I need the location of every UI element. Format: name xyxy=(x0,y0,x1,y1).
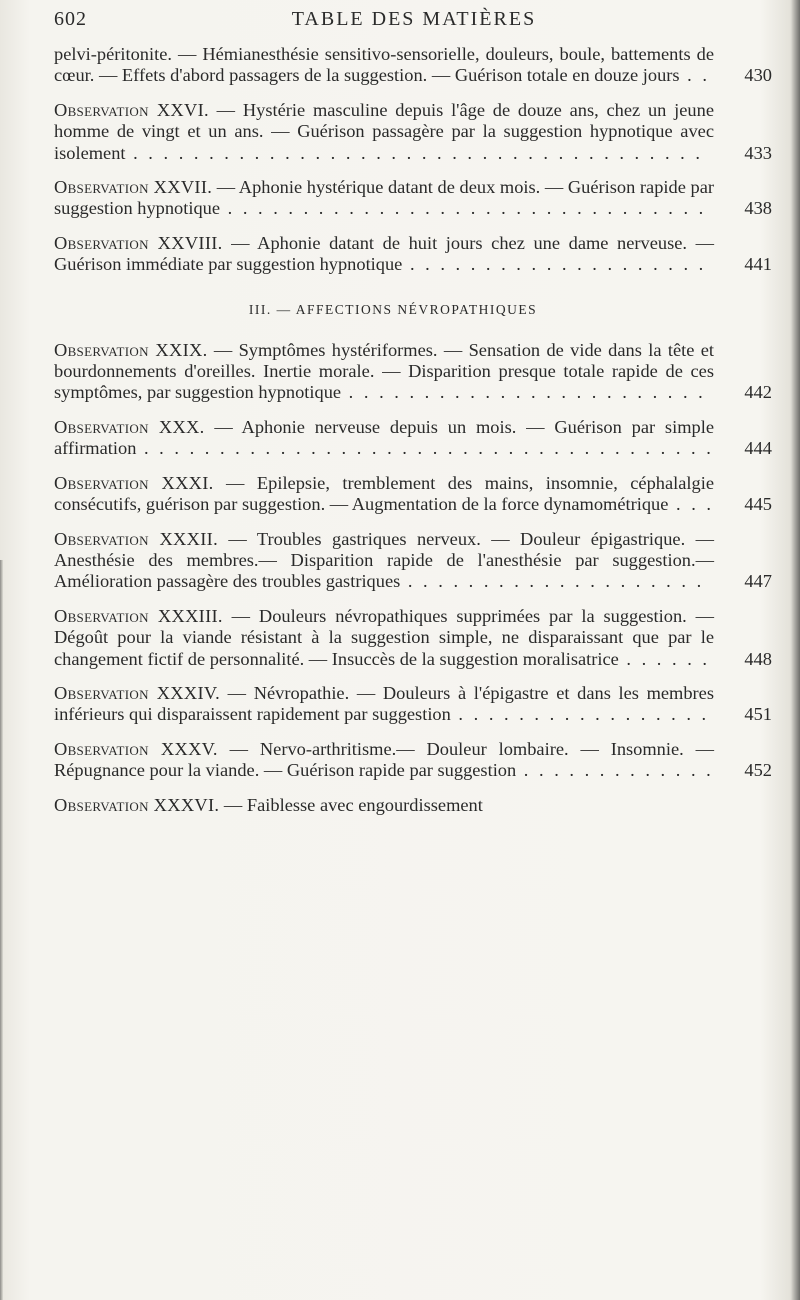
entry-text: — Aphonie nerveuse depuis un mois. — Guérison par simple affirmation xyxy=(54,416,714,459)
entry-body xyxy=(54,606,714,670)
entries-top xyxy=(54,44,772,276)
dot-leader: . . . . . . . . . . . . . . . . . . . . . . . . . . . . . . . . . . . . . . xyxy=(125,142,703,163)
table-of-contents xyxy=(54,44,772,816)
entry-text: — Faiblesse avec engourdissement xyxy=(219,794,483,815)
toc-entry xyxy=(54,529,772,593)
entry-text: — Epilepsie, tremblement des mains, insomnie, céphalalgie consécutifs, guérison par suggestion. — Augmentation de la force dynamométrique xyxy=(54,472,714,515)
entry-body xyxy=(54,473,714,516)
dot-leader: . . . . . . . . . . . . . xyxy=(516,760,714,781)
dot-leader: . . . . . . . . . . . . . . . . . . . . . . . . xyxy=(341,382,706,403)
section-heading: III. — AFFECTIONS NÉVROPATHIQUES xyxy=(248,301,538,317)
page-reference: 442 xyxy=(744,382,772,403)
toc-entry-partial xyxy=(54,795,772,816)
toc-entry xyxy=(54,340,772,404)
page-reference: 441 xyxy=(744,254,772,275)
page-reference: 448 xyxy=(744,648,772,669)
entries-bottom xyxy=(54,340,772,782)
page-reference: 433 xyxy=(744,142,772,163)
entry-body xyxy=(54,417,714,460)
observation-label: Observation XXVII. xyxy=(54,177,213,198)
dot-leader: . . . . . . . . . . . . . . . . . . . . xyxy=(400,571,705,592)
observation-label: Observation XXVIII. xyxy=(54,232,223,253)
observation-label: Observation XXXVI. xyxy=(54,794,220,815)
entry-text: — Aphonie hystérique datant de deux mois. — Guérison rapide par suggestion hypnotique xyxy=(54,177,714,219)
entry-text: — Aphonie datant de huit jours chez une dame nerveuse. — Guérison immédiate par suggestion hypnotique xyxy=(54,232,714,275)
dot-leader: . . . . . . . . . . . . . . . . . . . . xyxy=(402,254,707,275)
entry-body xyxy=(54,177,714,220)
entry-text: — Hystérie masculine depuis l'âge de douze ans, chez un jeune homme de vingt et un ans. — Guérison passagère par la suggestion hypnotique avec isolement xyxy=(54,99,714,163)
dot-leader: . . xyxy=(679,65,710,86)
toc-entry xyxy=(54,100,772,164)
toc-entry xyxy=(54,683,772,726)
dot-leader: . . . . . . xyxy=(618,648,710,669)
page-edge-left xyxy=(0,560,3,1300)
page-reference: 452 xyxy=(744,760,772,781)
observation-label: Observation XXXI. xyxy=(54,472,214,493)
page-reference: 444 xyxy=(744,438,772,459)
running-title: TABLE DES MATIÈRES xyxy=(291,8,537,30)
observation-label: Observation XXXIII. xyxy=(54,605,223,626)
observation-label: Observation XXX. xyxy=(54,416,205,437)
observation-label: Observation XXXII. xyxy=(54,528,218,549)
page-reference: 447 xyxy=(744,571,772,592)
entry-body xyxy=(54,233,714,276)
toc-entry xyxy=(54,44,772,87)
toc-entry xyxy=(54,739,772,782)
dot-leader: . . . . . . . . . . . . . . . . . xyxy=(450,704,710,725)
page-reference: 438 xyxy=(744,198,772,219)
observation-label: Observation XXVI. xyxy=(54,99,209,120)
dot-leader: . . . . . . . . . . . . . . . . . . . . . . . . . . . . . . . . . . . . . . xyxy=(136,438,714,459)
observation-label: Observation XXXIV. xyxy=(54,682,220,703)
page-reference: 451 xyxy=(744,704,772,725)
entry-body xyxy=(54,100,714,164)
toc-entry xyxy=(54,417,772,460)
entry-body xyxy=(54,340,714,404)
toc-entry xyxy=(54,473,772,516)
page-reference: 445 xyxy=(744,494,772,515)
entry-text: — Nervo-arthritisme.— Douleur lombaire. — Insomnie. — Répugnance pour la viande. — Guérison rapide par suggestion xyxy=(54,738,714,781)
toc-entry xyxy=(54,177,772,220)
toc-entry xyxy=(54,606,772,670)
toc-entry xyxy=(54,233,772,276)
entry-body xyxy=(54,44,714,87)
entry-text: — Douleurs névropathiques supprimées par la suggestion. — Dégoût pour la viande résistant à la suggestion simple, ne disparaissant que par le changement fictif de personnalité. — Insuccès de la suggestion moralisatrice xyxy=(54,605,714,669)
page-reference: 430 xyxy=(744,65,772,86)
dot-leader: . . . . . . . . . . . . . . . . . . . . . . . . . . . . . . . . xyxy=(220,198,707,219)
page-edge-right xyxy=(792,0,800,1300)
entry-body xyxy=(54,739,714,782)
entry-text: — Symptômes hystériformes. — Sensation de vide dans la tête et bourdonnements d'oreilles. Inertie morale. — Disparition presque totale rapide de ces symptômes, par suggestion hypnotique xyxy=(54,339,714,403)
entry-text: pelvi-péritonite. — Hémianesthésie sensitivo-sensorielle, douleurs, boule, battements de cœur. — Effets d'abord passagers de la suggestion. — Guérison totale en douze jours xyxy=(54,44,714,86)
dot-leader: . . . xyxy=(668,494,714,515)
entry-body xyxy=(54,529,714,593)
entry-text: — Troubles gastriques nerveux. — Douleur épigastrique. — Anesthésie des membres.— Disparition rapide de l'anesthésie par suggestion.— Amélioration passagère des troubles gastriques xyxy=(54,528,714,592)
entry-body xyxy=(54,683,714,726)
observation-label: Observation XXXV. xyxy=(54,738,218,759)
page-number: 602 xyxy=(54,8,87,30)
page-header xyxy=(54,8,754,38)
entry-text: — Névropathie. — Douleurs à l'épigastre et dans les membres inférieurs qui disparaissent rapidement par suggestion xyxy=(54,682,714,725)
observation-label: Observation XXIX. xyxy=(54,339,208,360)
